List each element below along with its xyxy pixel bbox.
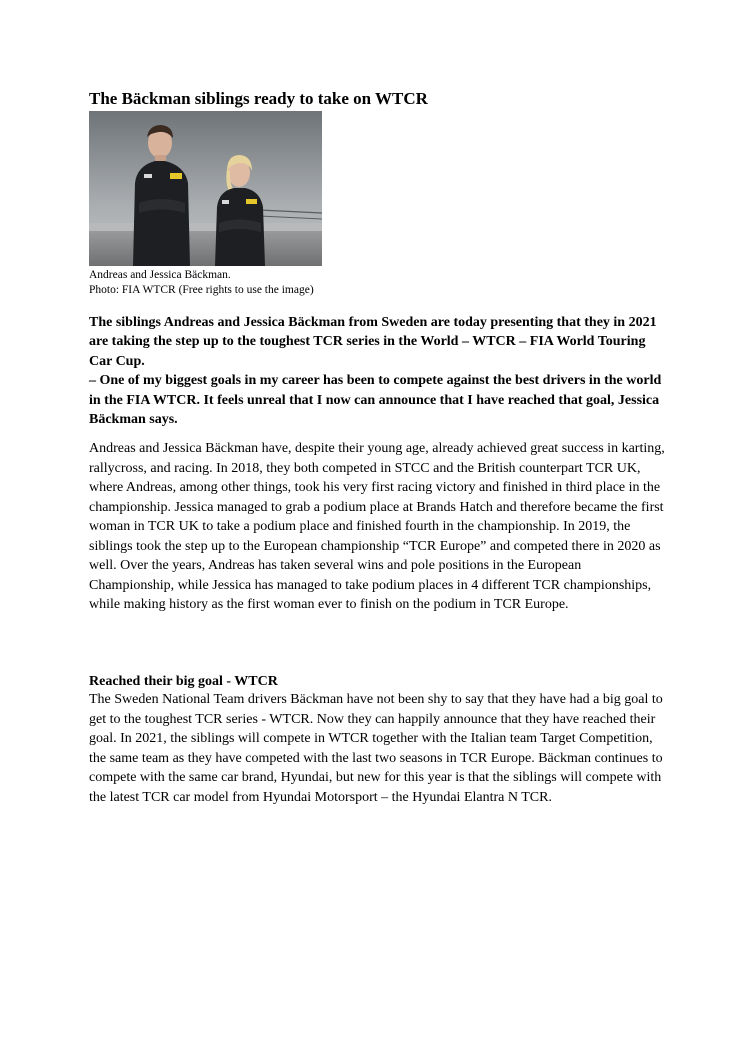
photo-caption — [89, 268, 314, 298]
lead-quote: – One of my biggest goals in my career has been to compete against the best drivers in the world in the FIA WTCR. It feels unreal that I now can announce that I have reached that goal, Jessica Bäckman says. — [89, 373, 662, 428]
article-photo — [89, 111, 322, 266]
article-title: The Bäckman siblings ready to take on WTCR — [89, 89, 428, 108]
body-paragraph: The Sweden National Team drivers Bäckman have not been shy to say that they have had a big goal to get to the toughest TCR series - WTCR. Now they can happily announce that they have reached their goal. In 2021, the siblings will compete in WTCR together with the Italian team Target Competition, the same team as they have competed with the last two seasons in TCR Europe. Bäckman continues to compete with the same car brand, Hyundai, but new for this year is that the siblings will compete with the latest TCR car model from Hyundai Motorsport – the Hyundai Elantra N TCR. — [89, 692, 663, 805]
body-paragraph: Andreas and Jessica Bäckman have, despite their young age, already achieved great success in karting, rallycross, and racing. In 2018, they both competed in STCC and the British counterpart TCR UK, where Andreas, among other things, took his very first racing victory and finished in third place in the championship. Jessica managed to grab a podium place at Brands Hatch and therefore became the first woman in TCR UK to take a podium place and finished fourth in the championship. In 2019, the siblings took the step up to the European championship “TCR Europe” and competed there in 2020 as well. Over the years, Andreas has taken several wins and pole positions in the European Championship, while Jessica has managed to take podium places in 4 different TCR championships, while making history as the first woman ever to finish on the podium in TCR Europe. — [89, 441, 665, 612]
photo-credit: Photo: FIA WTCR (Free rights to use the image) — [89, 284, 314, 296]
caption-text: Andreas and Jessica Bäckman. — [89, 269, 231, 281]
lead-intro: The siblings Andreas and Jessica Bäckman from Sweden are today presenting that they in 2021 are taking the step up to the toughest TCR series in the World – WTCR – FIA World Touring Car Cup. — [89, 315, 657, 369]
lead-paragraph — [89, 313, 669, 429]
section-heading: Reached their big goal - WTCR — [89, 674, 278, 689]
article — [89, 88, 669, 805]
